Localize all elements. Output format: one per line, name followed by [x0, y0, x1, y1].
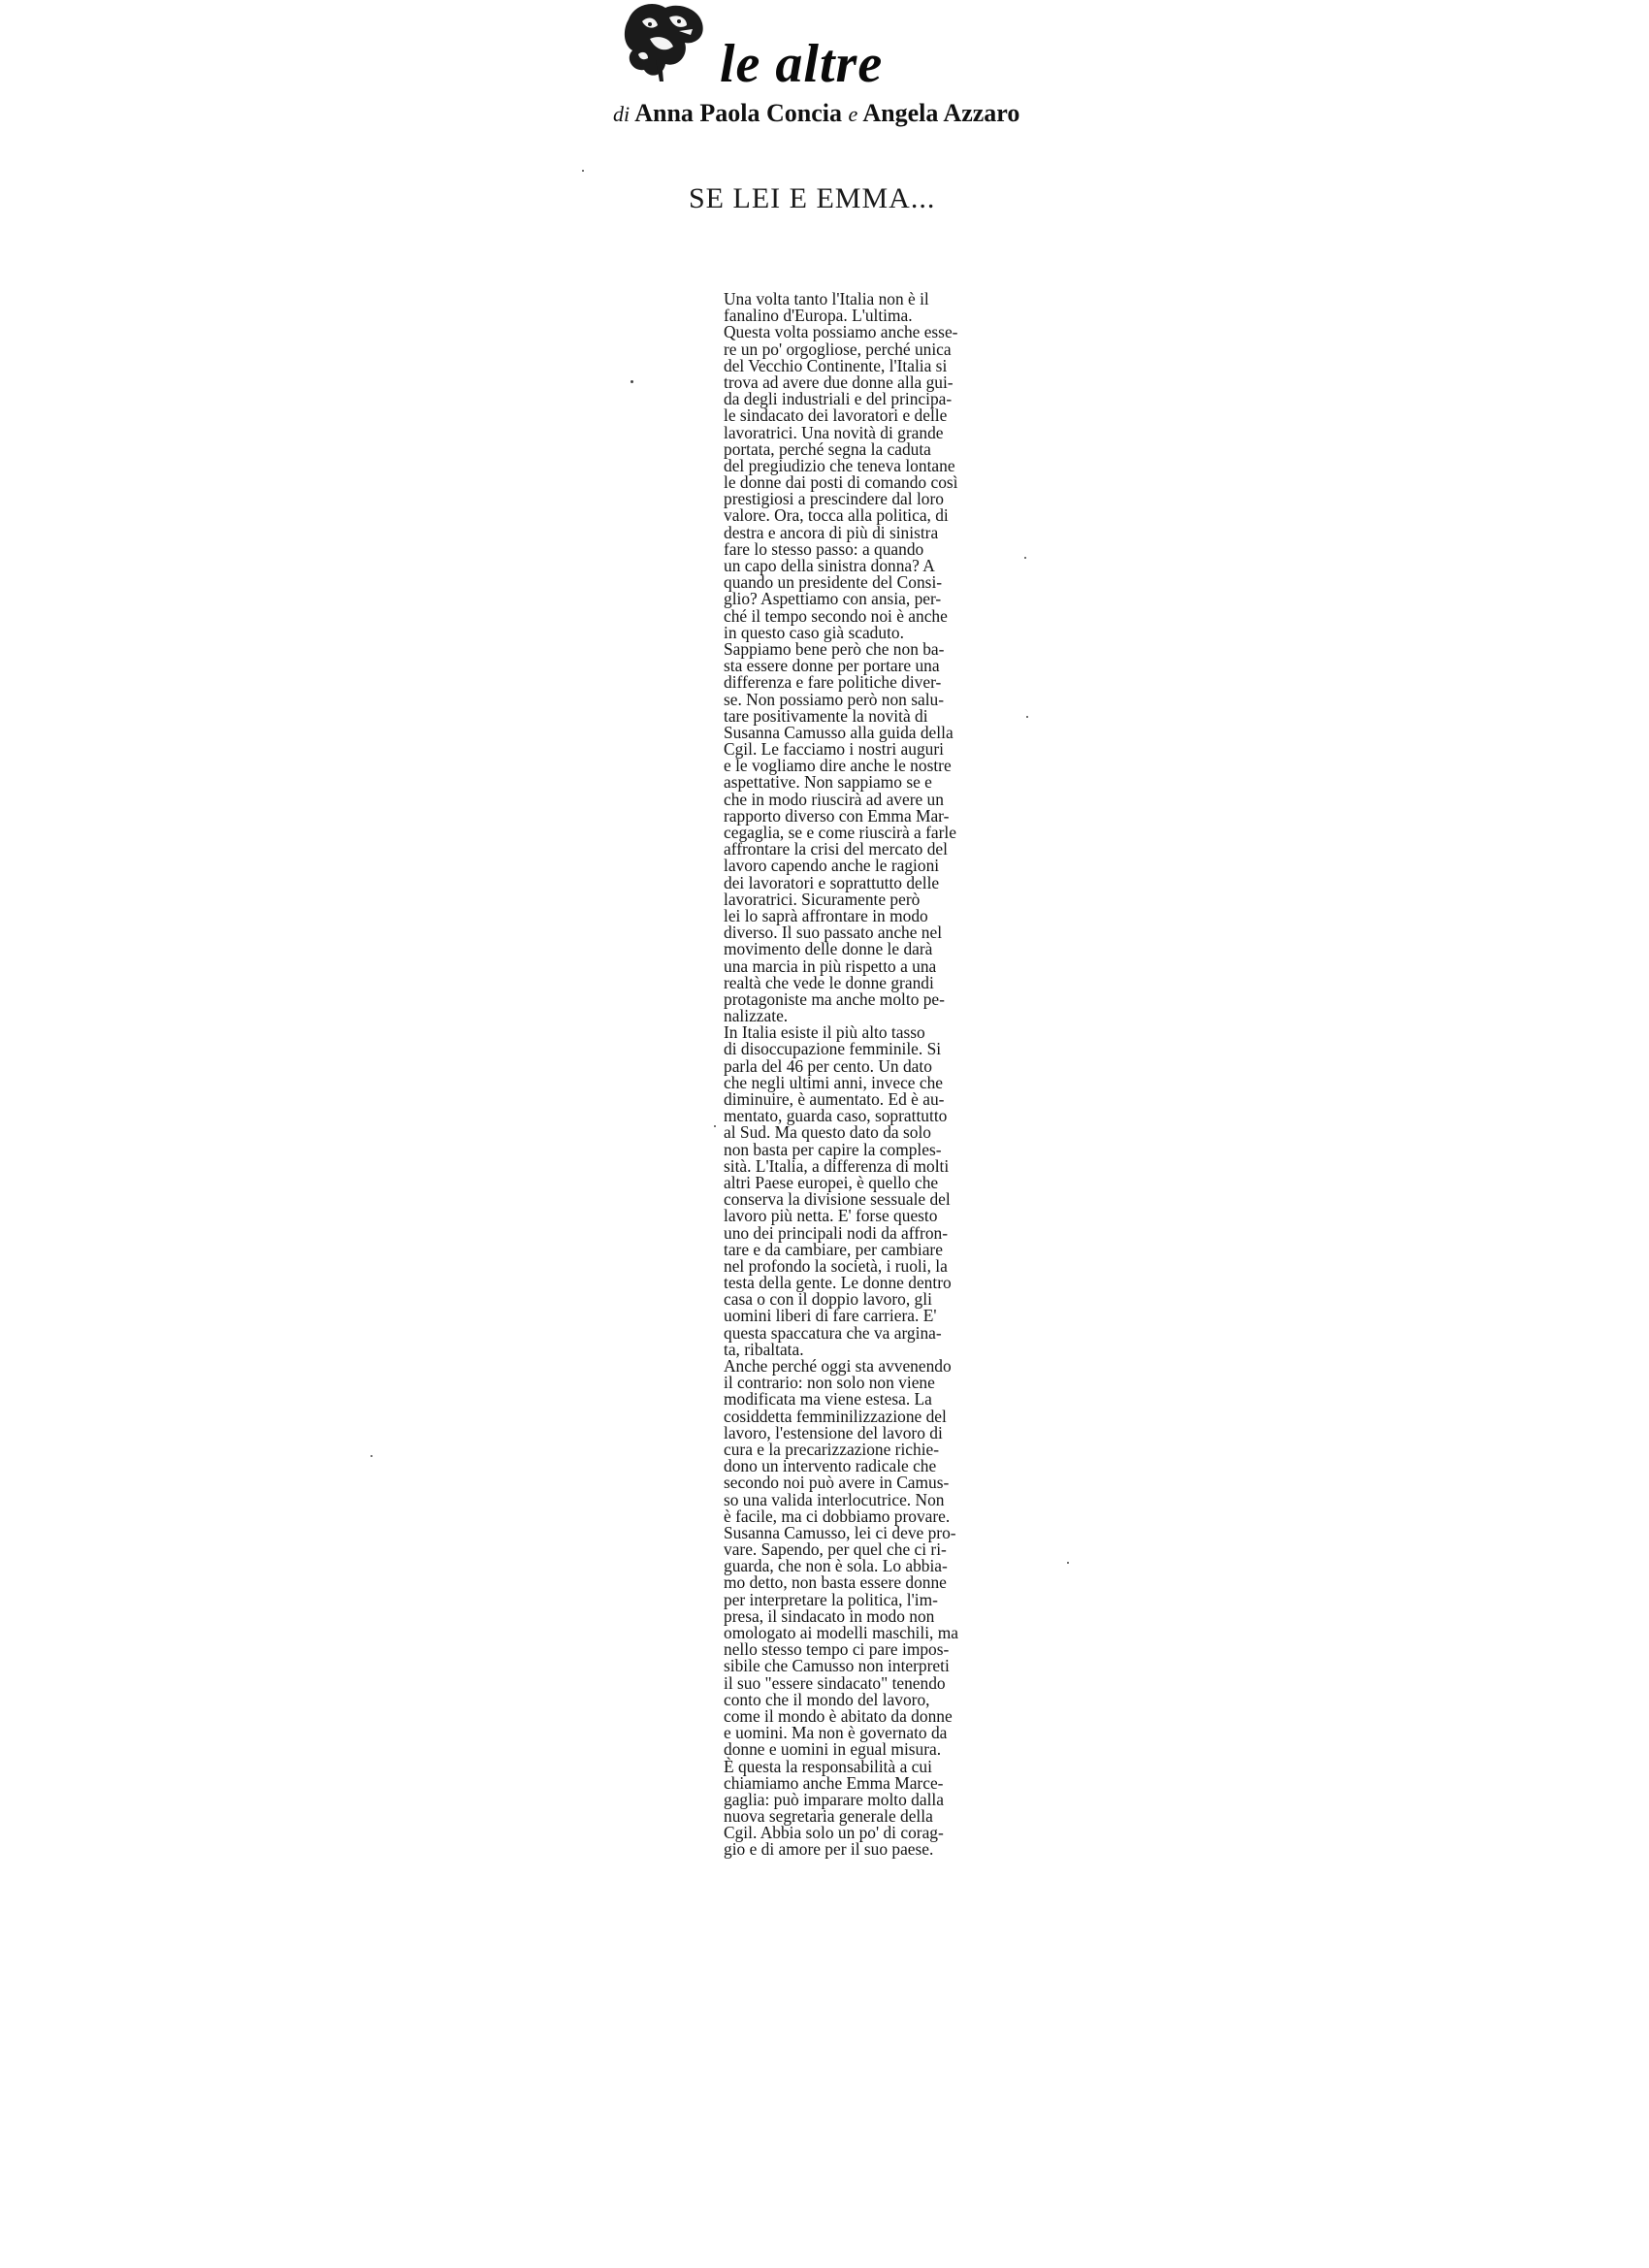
article-line: gio e di amore per il suo paese.: [724, 1839, 934, 1860]
article-line: le donne dai posti di comando così: [724, 472, 958, 493]
article-line: nuova segretaria generale della: [724, 1806, 933, 1827]
article-line: re un po' orgogliose, perché unica: [724, 339, 952, 359]
article-line: casa o con il doppio lavoro, gli: [724, 1289, 932, 1310]
article-line: questa spaccatura che va argina-: [724, 1322, 942, 1343]
article-line: uomini liberi di fare carriera. E': [724, 1306, 937, 1326]
article-line: lavoro, l'estensione del lavoro di: [724, 1422, 943, 1442]
byline-joiner: e: [848, 102, 858, 126]
article-line: lavoro più netta. E' forse questo: [724, 1206, 938, 1226]
article-line: aspettative. Non sappiamo se e: [724, 772, 932, 793]
article-line: dono un intervento radicale che: [724, 1456, 937, 1476]
article-line: diverso. Il suo passato anche nel: [724, 923, 943, 943]
article-line: rapporto diverso con Emma Mar-: [724, 805, 950, 826]
article-line: conserva la divisione sessuale del: [724, 1189, 951, 1210]
article-line: se. Non possiamo però non salu-: [724, 689, 945, 709]
article-line: fare lo stesso passo: a quando: [724, 538, 924, 559]
article-line: In Italia esiste il più alto tasso: [724, 1022, 925, 1043]
article-body: [724, 291, 1015, 1859]
article-line: destra e ancora di più di sinistra: [724, 522, 939, 542]
article-line: vare. Sapendo, per quel che ci ri-: [724, 1539, 947, 1560]
article-line: lavoro capendo anche le ragioni: [724, 856, 940, 876]
article-line: è facile, ma ci dobbiamo provare.: [724, 1506, 951, 1526]
article-line: una marcia in più rispetto a una: [724, 956, 937, 976]
article-line: il suo "essere sindacato" tenendo: [724, 1672, 946, 1693]
woodcut-figures-logo-icon: [621, 0, 708, 82]
article-line: tare e da cambiare, per cambiare: [724, 1239, 943, 1259]
article-line: guarda, che non è sola. Lo abbia-: [724, 1556, 948, 1576]
article-line: cura e la precarizzazione richie-: [724, 1439, 940, 1459]
article-line: Questa volta possiamo anche esse-: [724, 322, 958, 342]
article-line: omologato ai modelli maschili, ma: [724, 1623, 958, 1642]
article-line: mentato, guarda caso, soprattutto: [724, 1106, 948, 1126]
article-line: nel profondo la società, i ruoli, la: [724, 1255, 948, 1276]
article-headline: SE LEI E EMMA...: [689, 182, 936, 214]
article-line: tare positivamente la novità di: [724, 705, 928, 726]
article-line: di disoccupazione femminile. Si: [724, 1039, 942, 1059]
article-line: che negli ultimi anni, invece che: [724, 1072, 943, 1092]
article-line: lei lo saprà affrontare in modo: [724, 905, 928, 925]
article-line: mo detto, non basta essere donne: [724, 1572, 947, 1593]
article-line: per interpretare la politica, l'im-: [724, 1589, 938, 1609]
article-line: prestigiosi a prescindere dal loro: [724, 489, 944, 509]
article-line: quando un presidente del Consi-: [724, 572, 943, 593]
article-line: le sindacato dei lavoratori e delle: [724, 405, 948, 426]
author-name: Anna Paola Concia: [634, 99, 843, 127]
article-line: ta, ribaltata.: [724, 1339, 804, 1359]
article-line: differenza e fare politiche diver-: [724, 672, 942, 693]
article-line: protagoniste ma anche molto pe-: [724, 988, 945, 1009]
author-name: Angela Azzaro: [862, 99, 1020, 127]
article-line: sta essere donne per portare una: [724, 656, 940, 676]
article-line: donne e uomini in egual misura.: [724, 1739, 942, 1760]
article-line: sibile che Camusso non interpreti: [724, 1656, 950, 1676]
article-line: altri Paese europei, è quello che: [724, 1172, 939, 1192]
article-line: il contrario: non solo non viene: [724, 1373, 935, 1393]
byline: [613, 101, 1019, 126]
article-line: un capo della sinistra donna? A: [724, 556, 935, 575]
article-line: del Vecchio Continente, l'Italia si: [724, 355, 948, 375]
article-line: del pregiudizio che teneva lontane: [724, 455, 955, 475]
article-line: È questa la responsabilità a cui: [724, 1756, 932, 1776]
article-line: ché il tempo secondo noi è anche: [724, 605, 948, 626]
article-line: realtà che vede le donne grandi: [724, 972, 934, 992]
article-line: Susanna Camusso, lei ci deve pro-: [724, 1522, 956, 1542]
article-line: secondo noi può avere in Camus-: [724, 1473, 950, 1493]
byline-prefix: di: [613, 102, 630, 126]
article-line: cosiddetta femminilizzazione del: [724, 1406, 947, 1426]
article-line: e uomini. Ma non è governato da: [724, 1723, 948, 1743]
article-line: parla del 46 per cento. Un dato: [724, 1055, 932, 1076]
article-line: che in modo riuscirà ad avere un: [724, 789, 944, 809]
article-line: glio? Aspettiamo con ansia, per-: [724, 589, 942, 609]
article-line: Susanna Camusso alla guida della: [724, 722, 954, 742]
article-line: nalizzate.: [724, 1006, 789, 1026]
article-line: affrontare la crisi del mercato del: [724, 839, 948, 859]
article-line: movimento delle donne le darà: [724, 939, 933, 959]
article-line: portata, perché segna la caduta: [724, 438, 931, 459]
article-line: da degli industriali e del principa-: [724, 389, 953, 409]
article-line: presa, il sindacato in modo non: [724, 1605, 935, 1626]
article-line: gaglia: può imparare molto dalla: [724, 1789, 944, 1809]
article-line: trova ad avere due donne alla gui-: [724, 372, 954, 392]
article-line: nello stesso tempo ci pare impos-: [724, 1639, 950, 1660]
article-line: uno dei principali nodi da affron-: [724, 1222, 949, 1243]
article-line: testa della gente. Le donne dentro: [724, 1273, 952, 1293]
article-line: Anche perché oggi sta avvenendo: [724, 1356, 952, 1376]
article-line: sità. L'Italia, a differenza di molti: [724, 1155, 950, 1176]
article-line: in questo caso già scaduto.: [724, 622, 904, 642]
article-line: Cgil. Le facciamo i nostri auguri: [724, 739, 944, 760]
article-line: so una valida interlocutrice. Non: [724, 1489, 945, 1509]
article-line: modificata ma viene estesa. La: [724, 1389, 932, 1409]
article-line: non basta per capire la comples-: [724, 1139, 942, 1159]
article-line: come il mondo è abitato da donne: [724, 1705, 953, 1726]
article-line: e le vogliamo dire anche le nostre: [724, 756, 952, 776]
article-line: Una volta tanto l'Italia non è il: [724, 289, 929, 308]
column-logo: [621, 0, 708, 82]
article-line: diminuire, è aumentato. Ed è au-: [724, 1089, 945, 1109]
article-line: al Sud. Ma questo dato da solo: [724, 1122, 931, 1143]
column-title: le altre: [720, 34, 884, 94]
article-line: Sappiamo bene però che non ba-: [724, 638, 945, 659]
article-line: lavoratrici. Sicuramente però: [724, 889, 921, 909]
article-line: dei lavoratori e soprattutto delle: [724, 872, 940, 892]
article-line: cegaglia, se e come riuscirà a farle: [724, 823, 956, 842]
article-line: Cgil. Abbia solo un po' di corag-: [724, 1823, 944, 1843]
article-line: conto che il mondo del lavoro,: [724, 1689, 930, 1709]
article-line: chiamiamo anche Emma Marce-: [724, 1772, 944, 1793]
article-line: fanalino d'Europa. L'ultima.: [724, 306, 913, 326]
article-line: valore. Ora, tocca alla politica, di: [724, 505, 949, 526]
article-line: lavoratrici. Una novità di grande: [724, 422, 944, 442]
